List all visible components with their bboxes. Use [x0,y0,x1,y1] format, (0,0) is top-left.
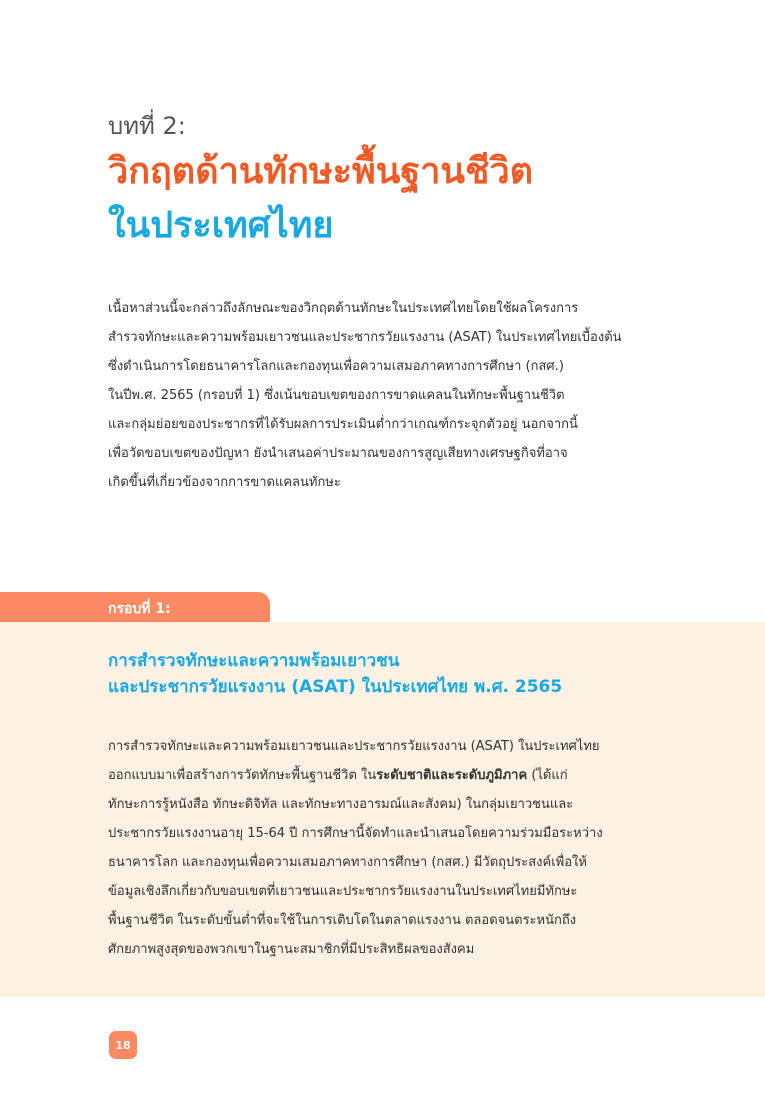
page-number: 18 [109,1031,137,1059]
intro-line: ซึ่งดำเนินการโดยธนาคารโลกและกองทุนเพื่อความเสมอภาคทางการศึกษา (กสศ.) [108,359,564,374]
box-heading [108,648,562,700]
intro-line: และกลุ่มย่อยของประชากรที่ได้รับผลการประเมินต่ำกว่าเกณฑ์กระจุกตัวอยู่ นอกจากนี้ [108,417,578,432]
chapter-label: บทที่ 2: [108,112,186,140]
box-line-emphasis: ระดับชาติและระดับภูมิภาค [376,768,528,783]
box-line: ข้อมูลเชิงลึกเกี่ยวกับขอบเขตที่เยาวชนและประชากรวัยแรงงานในประเทศไทยมีทักษะ [108,884,578,899]
intro-line: ในปีพ.ศ. 2565 (กรอบที่ 1) ซึ่งเน้นขอบเขตของการขาดแคลนในทักษะพื้นฐานชีวิต [108,388,565,403]
box-line: ธนาคารโลก และกองทุนเพื่อความเสมอภาคทางการศึกษา (กสศ.) มีวัตถุประสงค์เพื่อให้ [108,855,587,870]
box-line: การสำรวจทักษะและความพร้อมเยาวชนและประชากรวัยแรงงาน (ASAT) ในประเทศไทย [108,739,600,754]
intro-line: เกิดขึ้นที่เกี่ยวข้องจากการขาดแคลนทักษะ [108,475,341,490]
box-line-text: (ได้แก่ [527,768,568,783]
chapter-title-line-1: วิกฤตด้านทักษะพื้นฐานชีวิต [108,151,534,192]
box-line-text: ออกแบบมาเพื่อสร้างการวัดทักษะพื้นฐานชีวิต ใน [108,768,377,783]
box-heading-line-1: การสำรวจทักษะและความพร้อมเยาวชน [108,651,400,671]
box-paragraph [108,732,658,964]
box-line: ทักษะการรู้หนังสือ ทักษะดิจิทัล และทักษะทางอารมณ์และสังคม) ในกลุ่มเยาวชนและ [108,797,574,812]
box-line: ประชากรวัยแรงงานอายุ 15-64 ปี การศึกษานี้จัดทำและนำเสนอโดยความร่วมมือระหว่าง [108,826,603,841]
intro-paragraph [108,294,658,497]
box-tab-label: กรอบที่ 1: [108,601,171,617]
intro-line: สำรวจทักษะและความพร้อมเยาวชนและประชากรวัยแรงงาน (ASAT) ในประเทศไทยเบื้องต้น [108,330,622,345]
box-heading-line-2: และประชากรวัยแรงงาน (ASAT) ในประเทศไทย พ.ศ. 2565 [108,677,563,697]
intro-line: เพื่อวัดขอบเขตของปัญหา ยังนำเสนอค่าประมาณของการสูญเสียทางเศรษฐกิจที่อาจ [108,446,568,461]
box-line: ศักยภาพสูงสุดของพวกเขาในฐานะสมาชิกที่มีประสิทธิผลของสังคม [108,942,475,957]
intro-line: เนื้อหาส่วนนี้จะกล่าวถึงลักษณะของวิกฤตด้านทักษะในประเทศไทยโดยใช้ผลโครงการ [108,301,579,316]
chapter-title-line-2: ในประเทศไทย [108,205,334,246]
info-box [0,622,765,997]
box-line: พื้นฐานชีวิต ในระดับขั้นต่ำที่จะใช้ในการเติบโตในตลาดแรงงาน ตลอดจนตระหนักถึง [108,913,577,928]
box-line [108,761,658,790]
box-tab [0,592,270,622]
